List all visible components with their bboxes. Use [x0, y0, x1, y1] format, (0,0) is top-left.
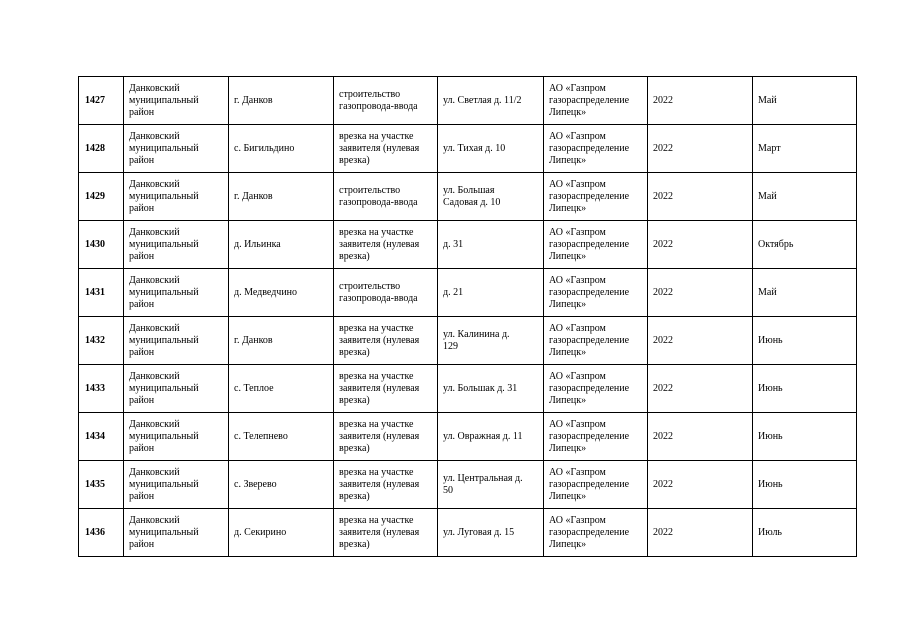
table-row — [79, 365, 857, 413]
locality-cell: д. Медведчино — [229, 269, 334, 317]
organization-cell-line: Липецк» — [549, 490, 587, 502]
work-type-cell-line: врезка) — [339, 490, 370, 502]
work-type-cell — [334, 125, 438, 173]
organization-cell-line: АО «Газпром — [549, 514, 606, 526]
work-type-cell-line: заявителя (нулевая — [339, 142, 420, 154]
work-type-cell-line: заявителя (нулевая — [339, 334, 420, 346]
organization-cell-line: газораспределение — [549, 142, 630, 154]
row-number-cell: 1431 — [79, 269, 124, 317]
address-cell-line: д. 31 — [443, 238, 464, 250]
address-cell — [438, 461, 544, 509]
organization-cell-line: АО «Газпром — [549, 466, 606, 478]
table-body — [79, 77, 857, 557]
row-number-cell: 1434 — [79, 413, 124, 461]
organization-cell-line: Липецк» — [549, 250, 587, 262]
address-cell — [438, 365, 544, 413]
organization-cell-line: Липецк» — [549, 394, 587, 406]
organization-cell-line: АО «Газпром — [549, 274, 606, 286]
district-cell-line: муниципальный — [129, 526, 199, 538]
address-cell — [438, 509, 544, 557]
organization-cell-line: газораспределение — [549, 94, 630, 106]
organization-cell — [544, 221, 648, 269]
year-cell: 2022 — [648, 461, 753, 509]
address-cell-line: ул. Тихая д. 10 — [443, 142, 506, 154]
year-cell: 2022 — [648, 221, 753, 269]
district-cell-line: район — [129, 394, 155, 406]
locality-cell: д. Секирино — [229, 509, 334, 557]
district-cell-line: Данковский — [129, 130, 180, 142]
month-cell: Июнь — [753, 413, 857, 461]
month-cell: Май — [753, 77, 857, 125]
district-cell-line: район — [129, 442, 155, 454]
district-cell-line: муниципальный — [129, 478, 199, 490]
district-cell — [124, 365, 229, 413]
organization-cell-line: АО «Газпром — [549, 130, 606, 142]
row-number-cell: 1427 — [79, 77, 124, 125]
organization-cell-line: газораспределение — [549, 334, 630, 346]
work-type-cell-line: заявителя (нулевая — [339, 478, 420, 490]
organization-cell — [544, 461, 648, 509]
district-cell-line: муниципальный — [129, 142, 199, 154]
work-type-cell — [334, 269, 438, 317]
organization-cell-line: АО «Газпром — [549, 178, 606, 190]
district-cell-line: Данковский — [129, 82, 180, 94]
district-cell-line: Данковский — [129, 514, 180, 526]
district-cell-line: Данковский — [129, 418, 180, 430]
work-type-cell-line: газопровода-ввода — [339, 292, 418, 304]
work-type-cell-line: заявителя (нулевая — [339, 382, 420, 394]
organization-cell-line: газораспределение — [549, 190, 630, 202]
locality-cell: с. Зверево — [229, 461, 334, 509]
work-type-cell-line: строительство — [339, 88, 401, 100]
work-type-cell — [334, 461, 438, 509]
address-cell — [438, 173, 544, 221]
organization-cell-line: газораспределение — [549, 526, 630, 538]
work-type-cell-line: врезка на участке — [339, 370, 414, 382]
locality-cell: д. Ильинка — [229, 221, 334, 269]
table-row — [79, 413, 857, 461]
district-cell — [124, 77, 229, 125]
row-number-cell: 1432 — [79, 317, 124, 365]
month-cell: Июнь — [753, 317, 857, 365]
district-cell-line: Данковский — [129, 322, 180, 334]
district-cell-line: Данковский — [129, 178, 180, 190]
work-type-cell-line: строительство — [339, 184, 401, 196]
month-cell: Июнь — [753, 461, 857, 509]
work-type-cell-line: заявителя (нулевая — [339, 526, 420, 538]
district-cell — [124, 221, 229, 269]
district-cell-line: район — [129, 250, 155, 262]
district-cell — [124, 413, 229, 461]
organization-cell-line: Липецк» — [549, 154, 587, 166]
table-row — [79, 77, 857, 125]
district-cell-line: район — [129, 346, 155, 358]
address-cell — [438, 269, 544, 317]
work-type-cell-line: врезка) — [339, 538, 370, 550]
work-type-cell-line: врезка на участке — [339, 418, 414, 430]
organization-cell — [544, 269, 648, 317]
organization-cell-line: АО «Газпром — [549, 322, 606, 334]
address-cell-line: ул. Светлая д. 11/2 — [443, 94, 522, 106]
district-cell-line: муниципальный — [129, 334, 199, 346]
gas-connection-table — [78, 76, 857, 557]
table-row — [79, 269, 857, 317]
district-cell-line: район — [129, 490, 155, 502]
organization-cell-line: Липецк» — [549, 202, 587, 214]
organization-cell-line: Липецк» — [549, 298, 587, 310]
district-cell-line: район — [129, 154, 155, 166]
organization-cell-line: АО «Газпром — [549, 370, 606, 382]
organization-cell-line: газораспределение — [549, 238, 630, 250]
table-row — [79, 317, 857, 365]
address-cell-line: д. 21 — [443, 286, 464, 298]
address-cell — [438, 413, 544, 461]
year-cell: 2022 — [648, 125, 753, 173]
work-type-cell-line: врезка) — [339, 250, 370, 262]
organization-cell-line: АО «Газпром — [549, 418, 606, 430]
year-cell: 2022 — [648, 509, 753, 557]
year-cell: 2022 — [648, 365, 753, 413]
organization-cell-line: газораспределение — [549, 430, 630, 442]
address-cell — [438, 221, 544, 269]
district-cell — [124, 125, 229, 173]
row-number-cell: 1428 — [79, 125, 124, 173]
locality-cell: г. Данков — [229, 317, 334, 365]
work-type-cell — [334, 317, 438, 365]
district-cell-line: муниципальный — [129, 190, 199, 202]
year-cell: 2022 — [648, 269, 753, 317]
district-cell-line: муниципальный — [129, 238, 199, 250]
work-type-cell-line: врезка на участке — [339, 322, 414, 334]
work-type-cell-line: врезка на участке — [339, 226, 414, 238]
work-type-cell-line: врезка на участке — [339, 466, 414, 478]
district-cell-line: Данковский — [129, 274, 180, 286]
district-cell — [124, 173, 229, 221]
district-cell — [124, 269, 229, 317]
district-cell-line: Данковский — [129, 466, 180, 478]
address-cell-line: ул. Овражная д. 11 — [443, 430, 523, 442]
locality-cell: с. Телепнево — [229, 413, 334, 461]
work-type-cell — [334, 509, 438, 557]
month-cell: Март — [753, 125, 857, 173]
organization-cell — [544, 77, 648, 125]
work-type-cell — [334, 221, 438, 269]
district-cell — [124, 461, 229, 509]
year-cell: 2022 — [648, 173, 753, 221]
district-cell-line: Данковский — [129, 370, 180, 382]
locality-cell: г. Данков — [229, 173, 334, 221]
locality-cell: г. Данков — [229, 77, 334, 125]
address-cell-line: ул. Центральная д. — [443, 472, 523, 484]
district-cell-line: район — [129, 106, 155, 118]
organization-cell — [544, 509, 648, 557]
address-cell — [438, 125, 544, 173]
month-cell: Май — [753, 173, 857, 221]
organization-cell — [544, 413, 648, 461]
work-type-cell-line: врезка на участке — [339, 514, 414, 526]
address-cell-line: ул. Большак д. 31 — [443, 382, 518, 394]
district-cell-line: муниципальный — [129, 94, 199, 106]
district-cell-line: Данковский — [129, 226, 180, 238]
work-type-cell-line: врезка) — [339, 442, 370, 454]
organization-cell — [544, 173, 648, 221]
address-cell-line: ул. Калинина д. — [443, 328, 510, 340]
organization-cell-line: газораспределение — [549, 478, 630, 490]
address-cell-line: 50 — [443, 484, 453, 496]
locality-cell: с. Теплое — [229, 365, 334, 413]
organization-cell-line: АО «Газпром — [549, 82, 606, 94]
organization-cell-line: Липецк» — [549, 442, 587, 454]
organization-cell-line: Липецк» — [549, 346, 587, 358]
work-type-cell-line: газопровода-ввода — [339, 100, 418, 112]
table-row — [79, 125, 857, 173]
year-cell: 2022 — [648, 317, 753, 365]
district-cell-line: муниципальный — [129, 286, 199, 298]
work-type-cell-line: врезка) — [339, 346, 370, 358]
row-number-cell: 1433 — [79, 365, 124, 413]
organization-cell-line: АО «Газпром — [549, 226, 606, 238]
organization-cell-line: Липецк» — [549, 538, 587, 550]
organization-cell-line: газораспределение — [549, 286, 630, 298]
month-cell: Май — [753, 269, 857, 317]
district-cell-line: район — [129, 298, 155, 310]
work-type-cell — [334, 173, 438, 221]
table-row — [79, 173, 857, 221]
row-number-cell: 1435 — [79, 461, 124, 509]
work-type-cell-line: заявителя (нулевая — [339, 238, 420, 250]
address-cell-line: Садовая д. 10 — [443, 196, 501, 208]
district-cell — [124, 509, 229, 557]
district-cell-line: район — [129, 202, 155, 214]
work-type-cell — [334, 365, 438, 413]
work-type-cell-line: строительство — [339, 280, 401, 292]
work-type-cell-line: врезка) — [339, 394, 370, 406]
locality-cell: с. Бигильдино — [229, 125, 334, 173]
table-row — [79, 461, 857, 509]
organization-cell — [544, 365, 648, 413]
organization-cell-line: Липецк» — [549, 106, 587, 118]
work-type-cell-line: врезка) — [339, 154, 370, 166]
organization-cell — [544, 125, 648, 173]
table-row — [79, 509, 857, 557]
district-cell — [124, 317, 229, 365]
address-cell — [438, 77, 544, 125]
year-cell: 2022 — [648, 413, 753, 461]
district-cell-line: район — [129, 538, 155, 550]
work-type-cell-line: заявителя (нулевая — [339, 430, 420, 442]
row-number-cell: 1430 — [79, 221, 124, 269]
year-cell: 2022 — [648, 77, 753, 125]
table-row — [79, 221, 857, 269]
organization-cell-line: газораспределение — [549, 382, 630, 394]
work-type-cell — [334, 413, 438, 461]
month-cell: Октябрь — [753, 221, 857, 269]
address-cell-line: ул. Большая — [443, 184, 495, 196]
work-type-cell-line: врезка на участке — [339, 130, 414, 142]
month-cell: Июнь — [753, 365, 857, 413]
district-cell-line: муниципальный — [129, 382, 199, 394]
address-cell-line: ул. Луговая д. 15 — [443, 526, 515, 538]
work-type-cell — [334, 77, 438, 125]
row-number-cell: 1429 — [79, 173, 124, 221]
month-cell: Июль — [753, 509, 857, 557]
organization-cell — [544, 317, 648, 365]
row-number-cell: 1436 — [79, 509, 124, 557]
address-cell-line: 129 — [443, 340, 458, 352]
address-cell — [438, 317, 544, 365]
work-type-cell-line: газопровода-ввода — [339, 196, 418, 208]
district-cell-line: муниципальный — [129, 430, 199, 442]
